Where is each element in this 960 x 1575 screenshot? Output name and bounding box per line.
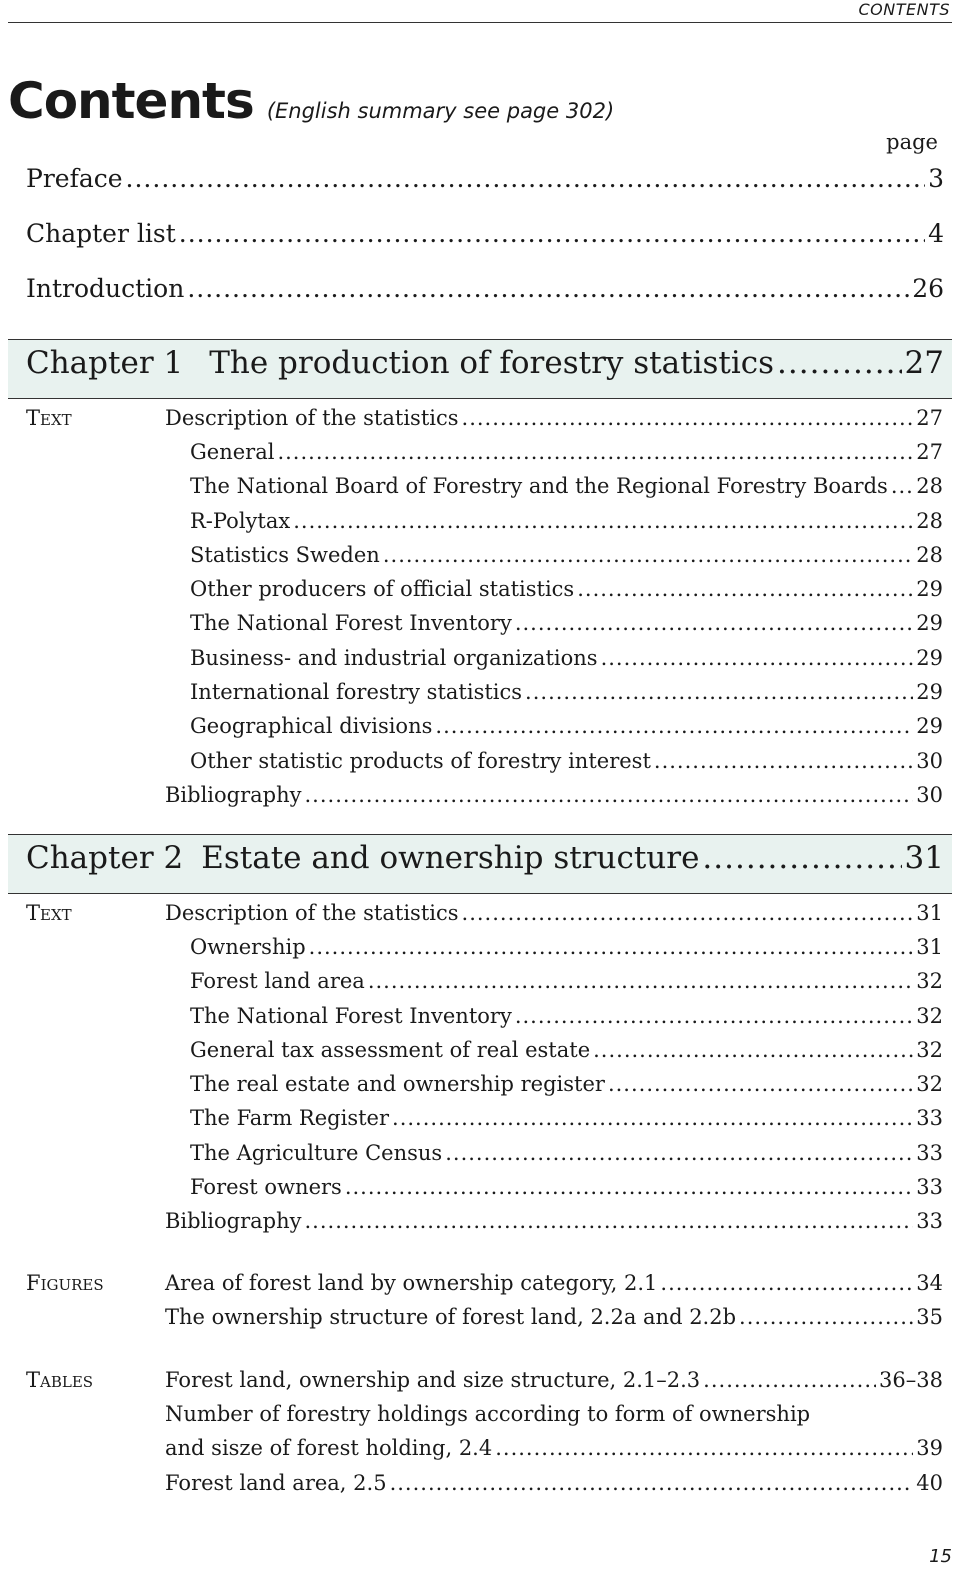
- toc-entry-page: 35: [916, 1305, 943, 1329]
- leader-dots: [462, 901, 914, 925]
- leader-dots: [515, 611, 913, 635]
- toc-entry[interactable]: [190, 680, 943, 704]
- toc-entry-label: and sisze of forest holding, 2.4: [165, 1436, 493, 1460]
- toc-entry-label: Statistics Sweden: [190, 543, 380, 567]
- chapter-title: The production of forestry statistics: [209, 345, 775, 381]
- toc-entry[interactable]: [165, 1209, 943, 1233]
- toc-entry-label: Forest owners: [190, 1175, 342, 1199]
- toc-entry[interactable]: [165, 783, 943, 807]
- section-label-text: Text: [26, 901, 72, 925]
- toc-entry[interactable]: [190, 969, 943, 993]
- toc-entry-label: Chapter list: [26, 219, 176, 248]
- leader-dots: [462, 406, 914, 430]
- toc-entry-label: The real estate and ownership register: [190, 1072, 605, 1096]
- toc-entry-page: 32: [916, 1004, 943, 1028]
- chapter-page: 27: [904, 345, 944, 381]
- toc-entry-preface[interactable]: [26, 164, 944, 193]
- leader-dots: [601, 646, 914, 670]
- toc-entry-label: Area of forest land by ownership category, 2.1: [165, 1271, 658, 1295]
- leader-dots: [277, 440, 913, 464]
- toc-entry[interactable]: [165, 901, 943, 925]
- toc-entry[interactable]: [190, 1038, 943, 1062]
- toc-entry-page: 33: [916, 1141, 943, 1165]
- toc-entry[interactable]: [190, 543, 943, 567]
- page-number: 15: [929, 1546, 952, 1567]
- toc-entry-label: Description of the statistics: [165, 901, 459, 925]
- toc-entry-label: Description of the statistics: [165, 406, 459, 430]
- toc-entry-figure[interactable]: [165, 1271, 943, 1295]
- chapter-page: 31: [904, 840, 944, 876]
- leader-dots: [390, 1471, 914, 1495]
- leader-dots: [702, 840, 901, 876]
- toc-entry-page: 31: [916, 935, 943, 959]
- toc-entry-page: 29: [916, 646, 943, 670]
- leader-dots: [126, 164, 926, 193]
- toc-entry-label: The National Forest Inventory: [190, 611, 512, 635]
- leader-dots: [577, 577, 913, 601]
- toc-entry[interactable]: [190, 1106, 943, 1130]
- toc-entry-page: 40: [916, 1471, 943, 1495]
- leader-dots: [445, 1141, 913, 1165]
- toc-entry-page: 31: [916, 901, 943, 925]
- toc-entry-page: 32: [916, 1072, 943, 1096]
- leader-dots: [891, 474, 913, 498]
- title-block: [8, 72, 614, 130]
- running-header: CONTENTS: [858, 0, 950, 19]
- leader-dots: [309, 935, 914, 959]
- page-subtitle: (English summary see page 302): [266, 99, 615, 123]
- leader-dots: [515, 1004, 913, 1028]
- toc-entry-label: Other statistic products of forestry interest: [190, 749, 651, 773]
- toc-entry-page: 33: [916, 1106, 943, 1130]
- toc-entry-label: Business- and industrial organizations: [190, 646, 598, 670]
- toc-entry[interactable]: [190, 577, 943, 601]
- chapter-1-heading[interactable]: [26, 345, 944, 381]
- toc-entry-table-line1[interactable]: Number of forestry holdings according to form of ownership: [165, 1402, 811, 1426]
- toc-entry-label: The National Board of Forestry and the Regional Forestry Boards: [190, 474, 888, 498]
- toc-entry-page: 29: [916, 714, 943, 738]
- leader-dots: [593, 1038, 913, 1062]
- leader-dots: [608, 1072, 913, 1096]
- toc-entry-label: The Agriculture Census: [190, 1141, 443, 1165]
- toc-entry-page: 29: [916, 611, 943, 635]
- leader-dots: [179, 219, 925, 248]
- toc-entry[interactable]: [190, 1175, 943, 1199]
- toc-entry-label: The ownership structure of forest land, 2.2a and 2.2b: [165, 1305, 737, 1329]
- leader-dots: [739, 1305, 913, 1329]
- leader-dots: [660, 1271, 913, 1295]
- toc-entry-label: Bibliography: [165, 1209, 302, 1233]
- toc-entry[interactable]: [190, 935, 943, 959]
- toc-entry-label: R-Polytax: [190, 509, 291, 533]
- toc-entry-table[interactable]: [165, 1368, 943, 1392]
- toc-entry-introduction[interactable]: [26, 274, 944, 303]
- toc-entry[interactable]: [190, 749, 943, 773]
- leader-dots: [305, 783, 914, 807]
- toc-entry-table[interactable]: [165, 1471, 943, 1495]
- leader-dots: [435, 714, 913, 738]
- chapter-2-heading[interactable]: [26, 840, 944, 876]
- leader-dots: [495, 1436, 913, 1460]
- page-column-label: page: [886, 130, 938, 154]
- leader-dots: [383, 543, 913, 567]
- toc-entry[interactable]: [190, 1004, 943, 1028]
- toc-entry[interactable]: [190, 714, 943, 738]
- toc-entry-page: 33: [916, 1175, 943, 1199]
- chapter-title: Estate and ownership structure: [201, 840, 700, 876]
- toc-entry-label: Ownership: [190, 935, 306, 959]
- toc-entry-page: 26: [912, 274, 944, 303]
- section-label-tables: Tables: [26, 1368, 94, 1392]
- toc-entry-label: Forest land, ownership and size structure, 2.1–2.3: [165, 1368, 701, 1392]
- leader-dots: [777, 345, 902, 381]
- toc-entry-page: 4: [928, 219, 944, 248]
- leader-dots: [368, 969, 913, 993]
- toc-entry[interactable]: [190, 1072, 943, 1096]
- leader-dots: [345, 1175, 913, 1199]
- header-rule: [8, 22, 952, 23]
- page-title: Contents: [8, 72, 254, 130]
- toc-entry-label: Bibliography: [165, 783, 302, 807]
- leader-dots: [392, 1106, 913, 1130]
- leader-dots: [525, 680, 913, 704]
- leader-dots: [293, 509, 913, 533]
- toc-entry-page: 33: [916, 1209, 943, 1233]
- toc-entry-label: Geographical divisions: [190, 714, 433, 738]
- toc-entry-page: 32: [916, 969, 943, 993]
- toc-entry-page: 28: [916, 509, 943, 533]
- leader-dots: [187, 274, 909, 303]
- toc-entry-label: Preface: [26, 164, 123, 193]
- toc-entry-label: The Farm Register: [190, 1106, 390, 1130]
- toc-entry-page: 30: [916, 749, 943, 773]
- toc-entry[interactable]: [165, 406, 943, 430]
- toc-entry-table[interactable]: [165, 1436, 943, 1460]
- toc-entry-page: 28: [916, 474, 943, 498]
- chapter-label: Chapter 1: [26, 345, 184, 381]
- leader-dots: [654, 749, 913, 773]
- toc-entry-page: 3: [928, 164, 944, 193]
- toc-entry-page: 29: [916, 577, 943, 601]
- toc-entry-page: 39: [916, 1436, 943, 1460]
- toc-entry-page: 29: [916, 680, 943, 704]
- toc-entry-label: International forestry statistics: [190, 680, 523, 704]
- toc-entry-label: Other producers of official statistics: [190, 577, 575, 601]
- toc-entry-page: 27: [916, 406, 943, 430]
- toc-entry-page: 28: [916, 543, 943, 567]
- toc-entry-chapter-list[interactable]: [26, 219, 944, 248]
- toc-entry-page: 32: [916, 1038, 943, 1062]
- section-label-text: Text: [26, 406, 72, 430]
- toc-entry[interactable]: [190, 474, 943, 498]
- toc-entry-label: General tax assessment of real estate: [190, 1038, 591, 1062]
- section-label-figures: Figures: [26, 1271, 104, 1295]
- toc-entry[interactable]: [190, 646, 943, 670]
- toc-entry-label: The National Forest Inventory: [190, 1004, 512, 1028]
- toc-entry-page: 36–38: [879, 1368, 943, 1392]
- toc-entry-label: Forest land area: [190, 969, 365, 993]
- toc-entry[interactable]: [190, 1141, 943, 1165]
- toc-entry[interactable]: [190, 611, 943, 635]
- toc-entry-label: General: [190, 440, 275, 464]
- toc-entry-figure[interactable]: [165, 1305, 943, 1329]
- toc-entry[interactable]: [190, 509, 943, 533]
- toc-entry[interactable]: [190, 440, 943, 464]
- toc-entry-label: Introduction: [26, 274, 185, 303]
- chapter-label: Chapter 2: [26, 840, 184, 876]
- toc-entry-page: 34: [916, 1271, 943, 1295]
- toc-entry-label: Forest land area, 2.5: [165, 1471, 387, 1495]
- leader-dots: [305, 1209, 914, 1233]
- leader-dots: [703, 1368, 876, 1392]
- toc-entry-page: 30: [916, 783, 943, 807]
- toc-entry-page: 27: [916, 440, 943, 464]
